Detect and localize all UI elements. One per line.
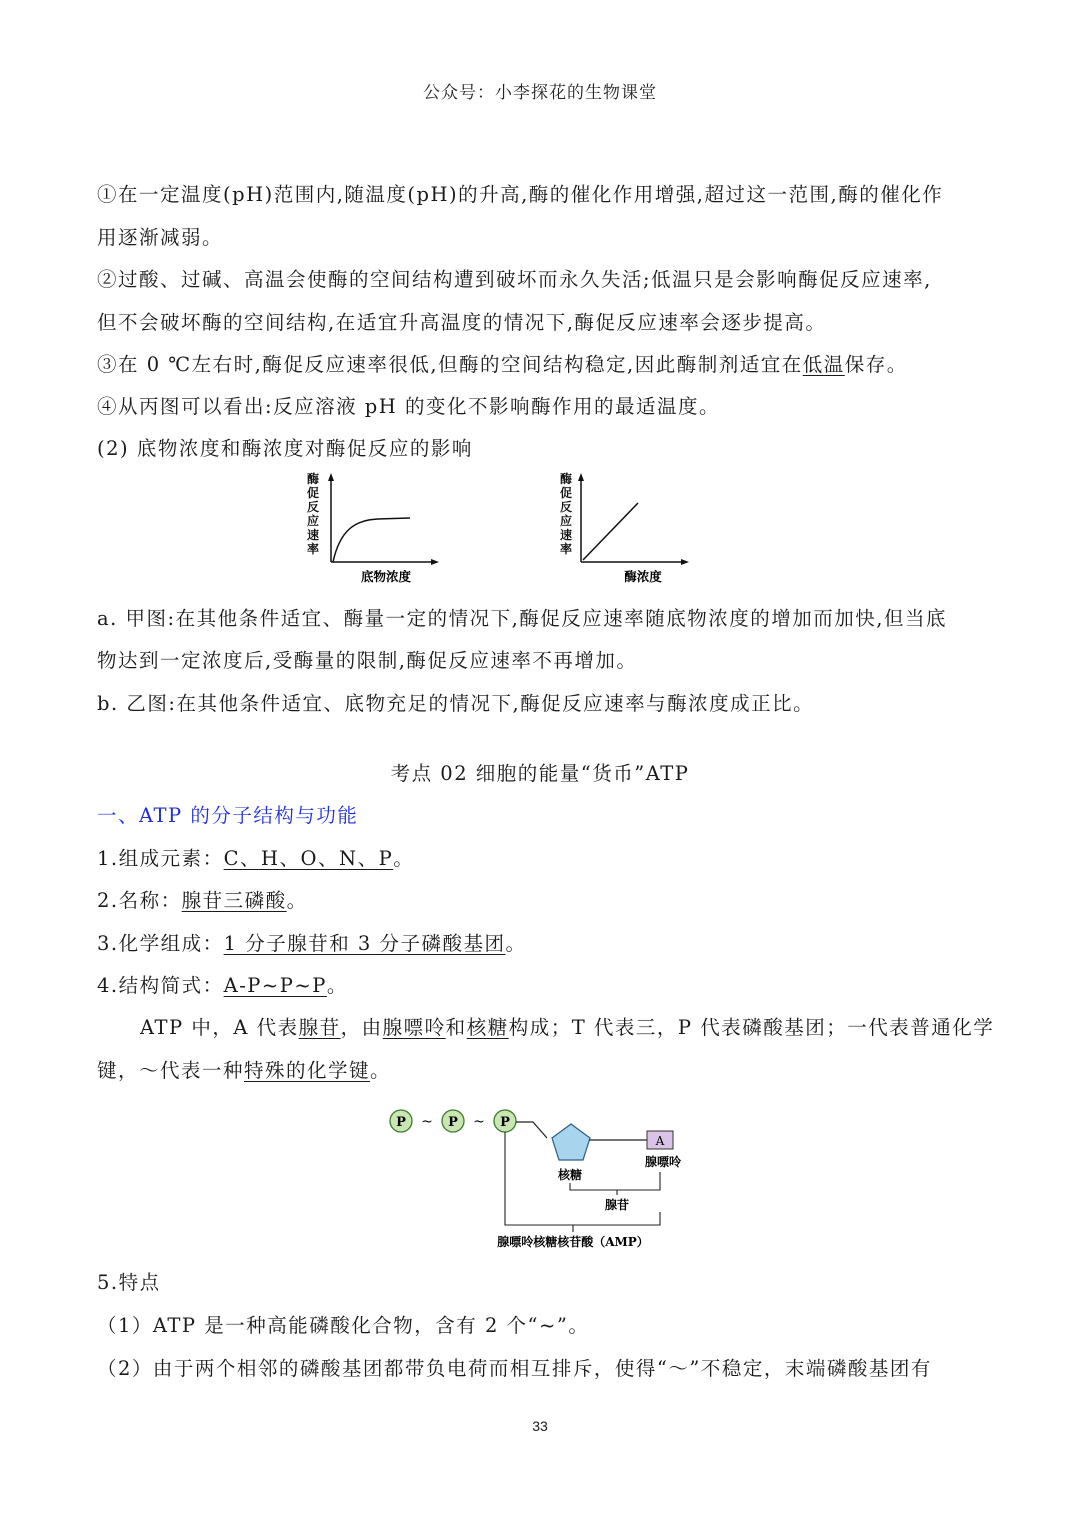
atp-explanation-line2 — [97, 1056, 391, 1086]
graph2-ylabel-char: 率 — [559, 542, 573, 556]
graph1-ylabel-char: 酶 — [306, 472, 320, 486]
adenosine-label: 腺苷 — [604, 1198, 630, 1212]
phosphate-3-label: P — [500, 1115, 510, 1130]
graph1-y-arrow — [328, 473, 334, 481]
subheading-2: (2) 底物浓度和酶浓度对酶促反应的影响 — [97, 437, 473, 460]
phosphate-1-label: P — [396, 1115, 406, 1130]
page-number: 33 — [532, 1418, 548, 1434]
item-3-label: 3.化学组成： — [97, 932, 224, 955]
atp-underlined: 腺嘌呤 — [382, 1016, 446, 1039]
feature-1: （1）ATP 是一种高能磷酸化合物，含有 2 个“~”。 — [97, 1314, 590, 1337]
graph2-ylabel-char: 应 — [559, 514, 573, 528]
ribose-label: 核糖 — [557, 1168, 583, 1182]
item-1 — [97, 844, 414, 874]
item-3-end: 。 — [505, 932, 527, 955]
item-2-end: 。 — [286, 889, 308, 912]
graph-enzyme-concentration — [553, 470, 693, 585]
amp-label: 腺嘌呤核糖核苷酸（AMP） — [497, 1235, 649, 1249]
graph-substrate-concentration — [300, 470, 440, 585]
graph2-ylabel-char: 促 — [559, 486, 573, 500]
paragraph-4: ④从丙图可以看出:反应溶液 pH 的变化不影响酶作用的最适温度。 — [97, 395, 720, 418]
item-3-value: 1 分子腺苷和 3 分子磷酸基团 — [223, 932, 506, 955]
bond-p-ribose — [516, 1122, 547, 1138]
graph1-xlabel: 底物浓度 — [360, 569, 412, 584]
section-heading: 一、ATP 的分子结构与功能 — [97, 804, 359, 827]
atp-text: 键，～代表一种 — [97, 1059, 245, 1082]
ribose-pentagon — [552, 1124, 590, 1160]
page-header: 公众号：小李探花的生物课堂 — [423, 83, 657, 103]
item-2-label: 2.名称： — [97, 889, 182, 912]
paragraph-2b: 但不会破坏酶的空间结构,在适宜升高温度的情况下,酶促反应速率会逐步提高。 — [97, 311, 827, 334]
graph2-ylabel-char: 酶 — [559, 472, 573, 486]
atp-text: 构成；T 代表三，P 代表磷酸基团；一代表普通化学 — [508, 1016, 995, 1039]
graph2-ylabel-char: 反 — [559, 500, 573, 514]
atp-underlined: 核糖 — [466, 1016, 509, 1039]
paragraph-3-pre: ③在 0 ℃左右时,酶促反应速率很低,但酶的空间结构稳定,因此酶制剂适宜在 — [97, 353, 803, 376]
graph1-ylabel-char: 反 — [306, 500, 320, 514]
section-title: 考点 02 细胞的能量“货币”ATP — [390, 762, 690, 785]
paragraph-2a: ②过酸、过碱、高温会使酶的空间结构遭到破坏而永久失活;低温只是会影响酶促反应速率, — [97, 268, 932, 291]
atp-text: 和 — [445, 1016, 467, 1039]
graph1-ylabel-char: 促 — [306, 486, 320, 500]
graph2-x-arrow — [681, 559, 689, 565]
paragraph-3-post: 保存。 — [844, 353, 908, 376]
graph2-ylabel-char: 速 — [559, 528, 573, 542]
adenosine-bracket — [570, 1172, 660, 1190]
atp-text: ATP 中，A 代表 — [140, 1016, 299, 1039]
item-4-end: 。 — [326, 974, 348, 997]
tilde-2: ~ — [473, 1114, 485, 1130]
feature-2: （2）由于两个相邻的磷酸基团都带负电荷而相互排斥，使得“～”不稳定，末端磷酸基团有 — [97, 1357, 932, 1380]
item-4 — [97, 971, 348, 1001]
graph1-ylabel-char: 速 — [306, 528, 320, 542]
atp-explanation-line1 — [140, 1013, 994, 1043]
paragraph-3 — [97, 350, 908, 380]
item-2 — [97, 886, 308, 916]
phosphate-2-label: P — [448, 1115, 458, 1130]
paragraph-1b: 用逐渐减弱。 — [97, 226, 224, 249]
atp-text: ，由 — [340, 1016, 383, 1039]
item-4-label: 4.结构简式： — [97, 974, 224, 997]
graph2-line — [583, 503, 638, 560]
adenine-label: 腺嘌呤 — [644, 1155, 682, 1169]
paragraph-3-underlined: 低温 — [802, 353, 845, 376]
atp-structure-diagram — [385, 1100, 695, 1255]
graph2-ylabel — [560, 471, 572, 556]
atp-underlined: 特殊的化学键 — [244, 1059, 371, 1082]
item-1-value: C、H、O、N、P — [223, 847, 394, 870]
features-title: 5.特点 — [97, 1271, 161, 1294]
graph2-xlabel: 酶浓度 — [624, 569, 662, 584]
paragraph-a2: 物达到一定浓度后,受酶量的限制,酶促反应速率不再增加。 — [97, 649, 638, 672]
atp-text: 。 — [370, 1059, 392, 1082]
item-1-end: 。 — [393, 847, 415, 870]
atp-underlined: 腺苷 — [298, 1016, 341, 1039]
graph1-curve — [333, 518, 410, 562]
tilde-1: ~ — [421, 1114, 433, 1130]
graph2-y-arrow — [578, 473, 584, 481]
graph1-x-arrow — [431, 559, 439, 565]
paragraph-b1: b. 乙图:在其他条件适宜、底物充足的情况下,酶促反应速率与酶浓度成正比。 — [97, 692, 815, 715]
item-4-value: A-P~P~P — [223, 974, 327, 997]
graph1-ylabel-char: 应 — [306, 514, 320, 528]
graph1-ylabel-char: 率 — [306, 542, 320, 556]
paragraph-a1: a. 甲图:在其他条件适宜、酶量一定的情况下,酶促反应速率随底物浓度的增加而加快,但当底 — [97, 607, 947, 630]
graph1-ylabel — [307, 471, 319, 556]
paragraph-1a: ①在一定温度(pH)范围内,随温度(pH)的升高,酶的催化作用增强,超过这一范围,酶的催化作 — [97, 183, 944, 206]
item-2-value: 腺苷三磷酸 — [181, 889, 287, 912]
item-3 — [97, 929, 527, 959]
item-1-label: 1.组成元素： — [97, 847, 224, 870]
adenine-box-label: A — [655, 1134, 665, 1148]
